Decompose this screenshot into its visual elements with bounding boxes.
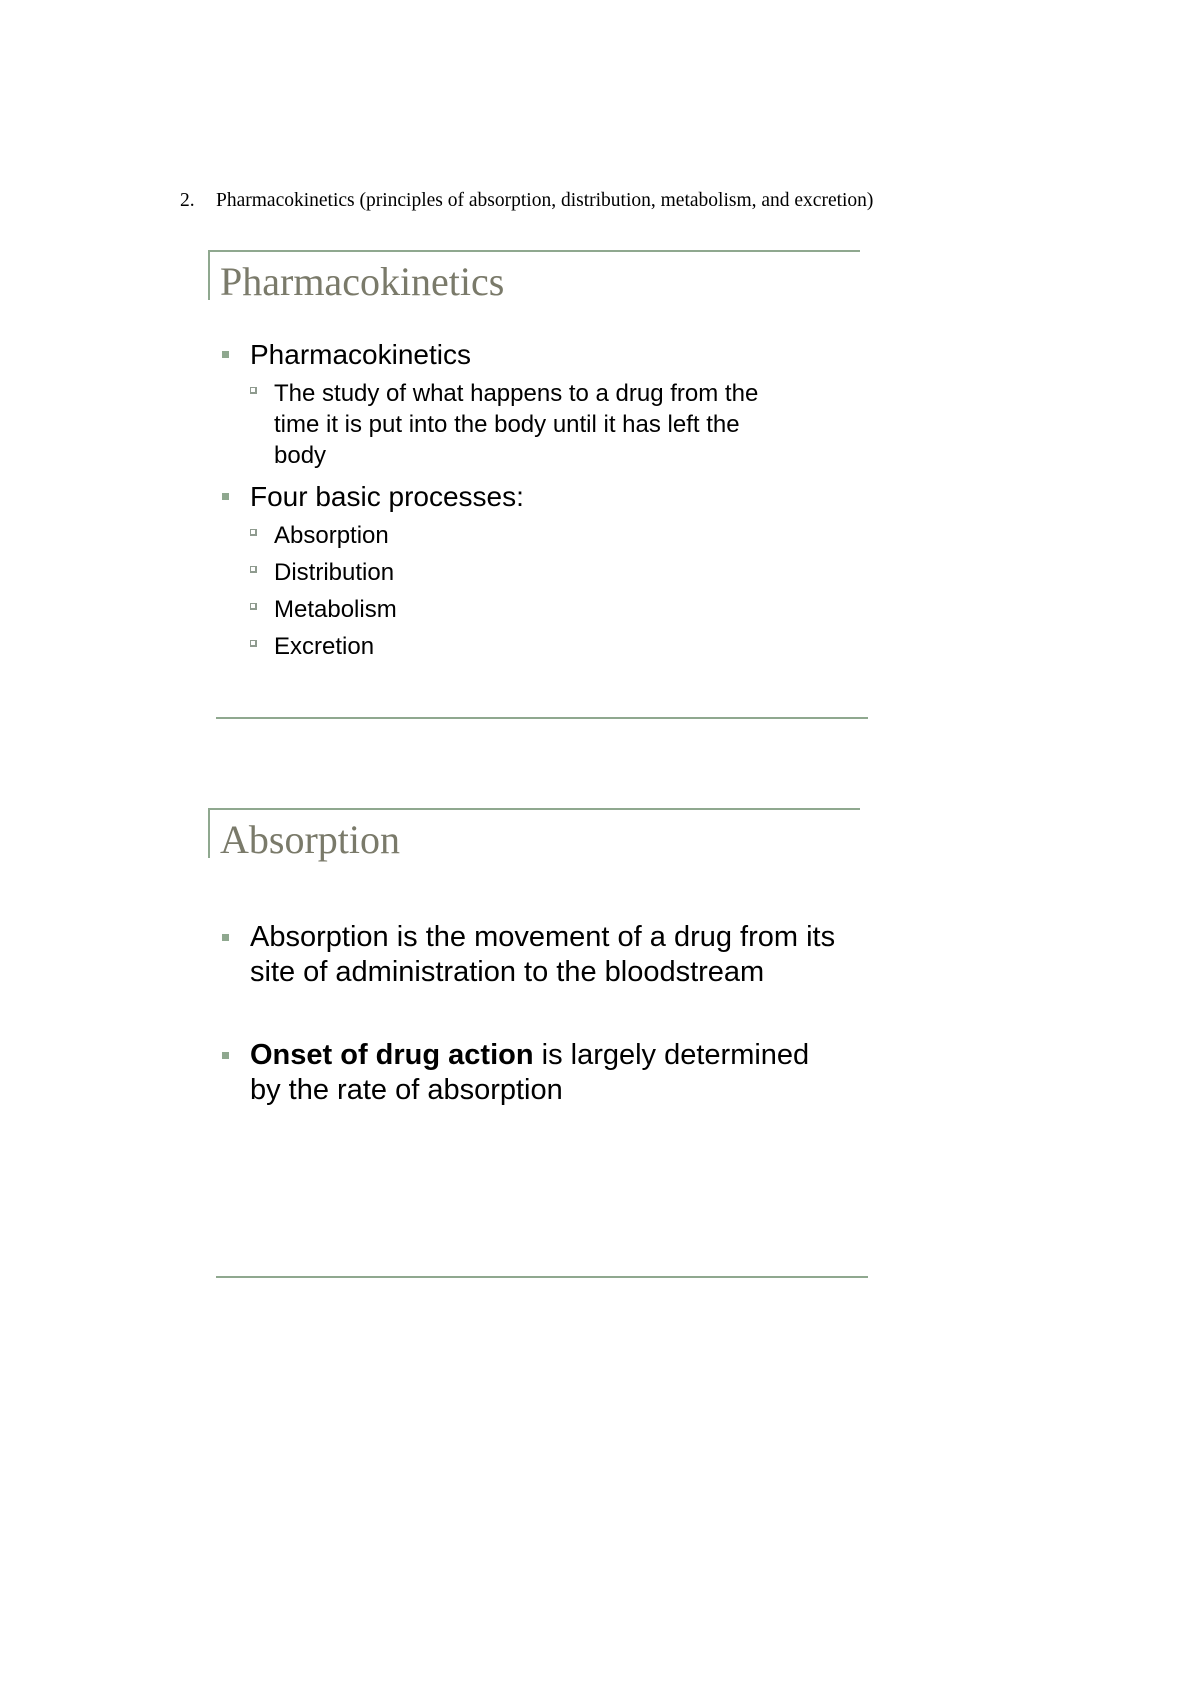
bullet-text: is largely determined: [533, 1039, 810, 1071]
sub-bullet-item: [274, 557, 394, 588]
slide-bottom-rule: [216, 1276, 868, 1278]
sub-bullet-text: Distribution: [274, 559, 395, 586]
hollow-square-bullet-icon: [250, 387, 257, 394]
sub-bullet-item: [274, 378, 758, 471]
bullet-item: [250, 338, 471, 372]
bullet-line: [250, 1038, 809, 1073]
square-bullet-icon: [222, 493, 229, 500]
bullet-line: site of administration to the bloodstream: [250, 956, 765, 988]
bullet-item: [250, 920, 835, 990]
hollow-square-bullet-icon: [250, 603, 257, 610]
outline-item-text: Pharmacokinetics (principles of absorption, distribution, metabolism, and excretion): [216, 190, 874, 211]
hollow-square-bullet-icon: [250, 640, 257, 647]
sub-bullet-line: body: [274, 442, 327, 469]
sub-bullet-item: [274, 520, 389, 551]
bullet-line: Absorption is the movement of a drug from its: [250, 921, 836, 953]
bullet-text: Four basic processes:: [250, 481, 524, 512]
sub-bullet-line: The study of what happens to a drug from the: [274, 380, 759, 407]
hollow-square-bullet-icon: [250, 566, 257, 573]
sub-bullet-text: Absorption: [274, 522, 389, 549]
sub-bullet-text: Metabolism: [274, 596, 397, 623]
square-bullet-icon: [222, 1052, 229, 1059]
slide-bottom-rule: [216, 717, 868, 719]
outline-item: [180, 190, 873, 212]
outline-item-number: 2.: [180, 190, 195, 211]
sub-bullet-item: [274, 631, 374, 662]
hollow-square-bullet-icon: [250, 529, 257, 536]
bullet-item: [250, 1038, 809, 1108]
bullet-item: [250, 480, 524, 514]
bold-phrase: Onset of drug action: [250, 1039, 534, 1071]
sub-bullet-item: [274, 594, 397, 625]
sub-bullet-line: time it is put into the body until it has left the: [274, 411, 740, 438]
slide-title: Pharmacokinetics: [220, 259, 505, 304]
slide-absorption: [208, 808, 868, 1278]
slide-pharmacokinetics: [208, 250, 868, 720]
bullet-line: by the rate of absorption: [250, 1074, 563, 1106]
square-bullet-icon: [222, 934, 229, 941]
square-bullet-icon: [222, 351, 229, 358]
slide-title: Absorption: [220, 817, 400, 862]
bullet-text: Pharmacokinetics: [250, 339, 471, 370]
sub-bullet-text: Excretion: [274, 633, 375, 660]
